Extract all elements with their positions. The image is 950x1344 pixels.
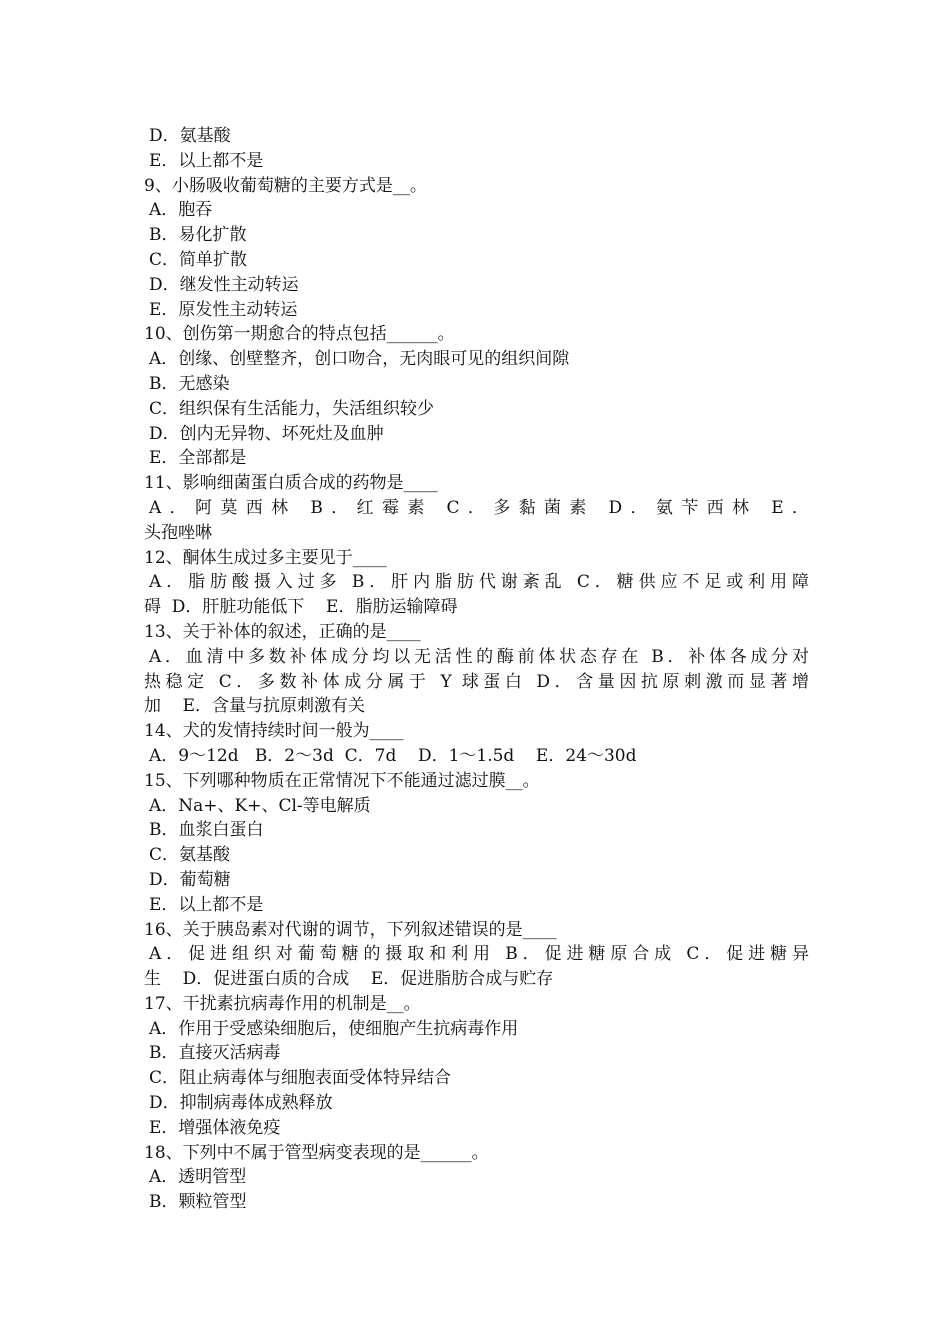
continuation-line: 加 E．含量与抗原刺激有关 xyxy=(144,696,366,717)
option-line: A．Na+、K+、Cl-等电解质 xyxy=(149,795,371,816)
question-line: 14、犬的发情持续时间一般为____ xyxy=(144,721,404,742)
continuation-line: 生 D．促进蛋白质的合成 E．促进脂肪合成与贮存 xyxy=(144,969,554,990)
option-line: D．抑制病毒体成熟释放 xyxy=(149,1093,333,1114)
option-line: E．全部都是 xyxy=(149,448,247,469)
option-line: E．以上都不是 xyxy=(149,150,264,171)
question-line: 13、关于补体的叙述，正确的是____ xyxy=(144,621,421,642)
option-line: D．氨基酸 xyxy=(149,126,231,146)
question-line: 15、下列哪种物质在正常情况下不能通过滤过膜__。 xyxy=(144,770,540,791)
option-line: B．无感染 xyxy=(149,373,230,394)
option-line: A．胞吞 xyxy=(149,200,213,221)
option-line: A．血清中多数补体成分均以无活性的酶前体状态存在 B．补体各成分对 xyxy=(149,646,809,667)
option-line: B．颗粒管型 xyxy=(149,1192,247,1213)
continuation-line: 头孢唑啉 xyxy=(144,522,212,543)
question-line: 16、关于胰岛素对代谢的调节，下列叙述错误的是____ xyxy=(144,919,557,940)
question-line: 17、干扰素抗病毒作用的机制是__。 xyxy=(144,993,421,1014)
option-line: D．继发性主动转运 xyxy=(149,274,299,295)
option-line: D．创内无异物、坏死灶及血肿 xyxy=(149,423,384,444)
option-line: C．氨基酸 xyxy=(149,845,231,866)
question-line: 18、下列中不属于管型病变表现的是______。 xyxy=(144,1142,489,1163)
option-line: E．增强体液免疫 xyxy=(149,1117,281,1138)
option-line: B．血浆白蛋白 xyxy=(149,820,264,841)
option-line: B．易化扩散 xyxy=(149,225,247,246)
option-line: A．9～12d B．2～3d C．7d D．1～1.5d E．24～30d xyxy=(149,745,637,766)
question-line: 12、酮体生成过多主要见于____ xyxy=(144,547,387,568)
question-line: 11、影响细菌蛋白质合成的药物是____ xyxy=(144,473,438,494)
option-line: A．作用于受感染细胞后，使细胞产生抗病毒作用 xyxy=(149,1018,519,1039)
continuation-line: 碍 D．肝脏功能低下 E．脂肪运输障碍 xyxy=(144,597,458,618)
option-line: A．阿莫西林 B．红霉素 C．多黏菌素 D．氨苄西林 E． xyxy=(149,497,809,518)
option-line: A．脂肪酸摄入过多 B．肝内脂肪代谢紊乱 C．糖供应不足或利用障 xyxy=(149,572,809,593)
question-line: 10、创伤第一期愈合的特点包括______。 xyxy=(144,324,455,345)
question-line: 9、小肠吸收葡萄糖的主要方式是__。 xyxy=(144,175,427,196)
option-line: C．阻止病毒体与细胞表面受体特异结合 xyxy=(149,1068,452,1089)
option-line: A．创缘、创壁整齐，创口吻合，无肉眼可见的组织间隙 xyxy=(149,349,570,370)
option-line: D．葡萄糖 xyxy=(149,869,231,890)
option-line: E．以上都不是 xyxy=(149,894,264,915)
option-line: C．简单扩散 xyxy=(149,249,248,270)
option-line: A．透明管型 xyxy=(149,1167,247,1188)
continuation-line: 热稳定 C．多数补体成分属于 Y 球蛋白 D．含量因抗原刺激而显著增 xyxy=(144,671,809,692)
option-line: B．直接灭活病毒 xyxy=(149,1043,281,1064)
option-line: A．促进组织对葡萄糖的摄取和利用 B．促进糖原合成 C．促进糖异 xyxy=(149,944,809,965)
option-line: C．组织保有生活能力，失活组织较少 xyxy=(149,398,435,419)
option-line: E．原发性主动转运 xyxy=(149,299,298,320)
exam-text-body xyxy=(144,124,809,1215)
